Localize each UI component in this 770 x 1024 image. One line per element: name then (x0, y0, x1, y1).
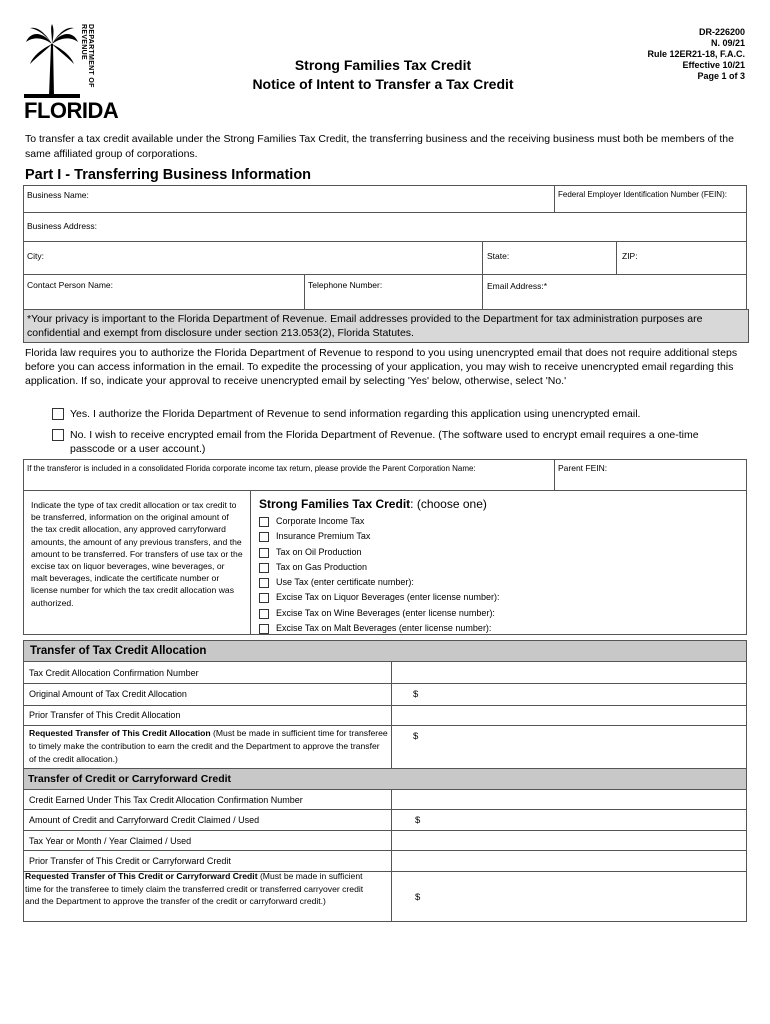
state-label: State: (487, 251, 510, 261)
business-address-label: Business Address: (27, 221, 97, 231)
carry-requested-label (25, 870, 370, 908)
transfer-carry-title: Transfer of Credit or Carryforward Credit (28, 773, 232, 785)
credit-option-checkbox[interactable] (259, 624, 269, 634)
carry-row-label: Credit Earned Under This Tax Credit Allocation Confirmation Number (29, 795, 303, 805)
form-rule: Rule 12ER21-18, F.A.C. (647, 49, 745, 59)
credit-option[interactable] (259, 577, 739, 592)
yes-checkbox[interactable] (52, 408, 64, 420)
florida-dor-logo (24, 24, 119, 123)
credit-option-checkbox[interactable] (259, 517, 269, 527)
form-title (233, 56, 533, 94)
business-name-label: Business Name: (27, 190, 89, 200)
credit-option-label: Tax on Gas Production (276, 561, 368, 572)
business-name-field[interactable] (23, 185, 555, 213)
parent-fein-label: Parent FEIN: (558, 463, 608, 473)
authorize-text: Florida law requires you to authorize the Florida Department of Revenue to respond to you using unencrypted email that does not require additional steps before you can access information in the email. To expedite the processing of your application, you may wish to receive unencrypted email regarding this application. If so, indicate your approval to receive unencrypted email by selecting 'Yes' below, otherwise, select 'No.' (25, 347, 738, 387)
alloc-requested-bold: Requested Transfer of This Credit Allocation (29, 728, 211, 738)
form-effective: Effective 10/21 (682, 60, 745, 70)
credit-option-label: Tax on Oil Production (276, 546, 362, 557)
logo-vertical-text: DEPARTMENT OF REVENUE (80, 24, 94, 88)
alloc-requested-rest: (Must be made in sufficient time for transferee to timely make the contribution to earn the credit and the Department to approve the transfer of the credit allocation.) (29, 728, 388, 764)
form-meta (585, 27, 745, 82)
credit-option-checkbox[interactable] (259, 578, 269, 588)
form-revision: N. 09/21 (710, 38, 745, 48)
alloc-value-field[interactable] (391, 683, 747, 706)
credit-option-label: Corporate Income Tax (276, 516, 365, 526)
no-option-label: No. I wish to receive encrypted email from the Florida Department of Revenue. (The software used to encrypt email requires a one-time passcode or a user account.) (70, 429, 699, 455)
alloc-row-label: Prior Transfer of This Credit Allocation (29, 710, 181, 720)
privacy-notice: *Your privacy is important to the Florida Department of Revenue. Email addresses provided to the Department for tax administration purposes are confidential and exempt from disclosure under section 213.053(2), Florida Statutes. (23, 309, 749, 343)
credit-option-checkbox[interactable] (259, 609, 269, 619)
carry-requested-field[interactable] (391, 871, 747, 922)
transfer-carry-header (23, 768, 747, 790)
allocation-instructions: Indicate the type of tax credit allocation or tax credit to be transferred, information on the original amount of the tax credit allocation, any approved carryforward amounts, the amount of any previous transfers, and the amount to be transferred. For transfers of use tax or the excise tax on liquor beverages, wine beverages, or malt beverages, indicate the certificate number or license number for which the tax credit allocation was authorized. (31, 500, 243, 608)
fein-label: Federal Employer Identification Number (FEIN): (558, 190, 727, 199)
part1-title: Part I - Transferring Business Information (25, 167, 312, 183)
dollar-sign: $ (413, 689, 419, 700)
credit-option[interactable] (259, 608, 739, 623)
credit-option[interactable] (259, 516, 739, 531)
business-address-field[interactable] (23, 212, 747, 242)
carry-value-field[interactable] (391, 809, 747, 831)
alloc-row-label: Tax Credit Allocation Confirmation Number (29, 668, 199, 678)
contact-name-label: Contact Person Name: (27, 280, 113, 290)
yes-option-label: Yes. I authorize the Florida Department of Revenue to send information regarding this application using unencrypted email. (70, 408, 641, 420)
carry-value-field[interactable] (391, 830, 747, 851)
title-line-2: Notice of Intent to Transfer a Tax Credit (252, 76, 514, 92)
city-label: City: (27, 251, 44, 261)
alloc-value-field[interactable] (391, 661, 747, 684)
form-page: Page 1 of 3 (697, 71, 745, 81)
email-label: Email Address:* (487, 281, 547, 291)
palm-tree-icon (24, 24, 80, 98)
credit-option-checkbox[interactable] (259, 548, 269, 558)
dollar-sign: $ (413, 731, 419, 742)
credit-option-label: Insurance Premium Tax (276, 531, 371, 542)
carry-requested-bold: Requested Transfer of This Credit or Carryforward Credit (25, 871, 258, 881)
dollar-sign: $ (415, 815, 421, 826)
credit-option-label: Excise Tax on Liquor Beverages (enter license number): (276, 592, 500, 603)
title-line-1: Strong Families Tax Credit (294, 57, 472, 73)
credit-option[interactable] (259, 547, 739, 562)
carry-row-label: Amount of Credit and Carryforward Credit Claimed / Used (29, 815, 260, 825)
carry-value-field[interactable] (391, 789, 747, 810)
email-field[interactable] (482, 274, 747, 310)
no-checkbox[interactable] (52, 429, 64, 441)
credit-heading (259, 497, 487, 511)
dollar-sign: $ (415, 892, 421, 903)
intro-text: To transfer a tax credit available under the Strong Families Tax Credit, the transferring business and the receiving business must both be members of the same affiliated group of corporations. (25, 133, 734, 160)
credit-option[interactable] (259, 562, 739, 577)
alloc-requested-label (29, 727, 389, 766)
credit-option-label: Use Tax (enter certificate number): (276, 577, 414, 588)
credit-option-label: Excise Tax on Wine Beverages (enter license number): (276, 607, 495, 618)
parent-corp-label: If the transferor is included in a consolidated Florida corporate income tax return, please provide the Parent Corporation Name: (27, 464, 476, 473)
alloc-row-label: Original Amount of Tax Credit Allocation (29, 689, 187, 699)
carry-requested-rest: (Must be made in sufficient time for the transferee to timely claim the transferred credit or transferred carryover credit and the Department to approve the transfer of the credit or carryforward credit.) (25, 871, 364, 907)
logo-text: FLORIDA (24, 98, 119, 123)
form-number: DR-226200 (698, 27, 745, 37)
credit-option[interactable] (259, 623, 739, 638)
credit-option-checkbox[interactable] (259, 563, 269, 573)
credit-option-checkbox[interactable] (259, 532, 269, 542)
transfer-alloc-header (23, 640, 747, 662)
carry-value-field[interactable] (391, 850, 747, 872)
credit-heading-suffix: : (choose one) (410, 497, 487, 511)
alloc-requested-field[interactable] (391, 725, 747, 769)
credit-heading-bold: Strong Families Tax Credit (259, 497, 411, 511)
city-field[interactable] (23, 241, 483, 275)
carry-row-label: Tax Year or Month / Year Claimed / Used (29, 836, 192, 846)
credit-option[interactable] (259, 592, 739, 607)
credit-option-label: Excise Tax on Malt Beverages (enter license number): (276, 623, 492, 634)
transfer-alloc-title: Transfer of Tax Credit Allocation (30, 645, 207, 657)
telephone-label: Telephone Number: (308, 280, 383, 290)
credit-option-checkbox[interactable] (259, 593, 269, 603)
carry-row-label: Prior Transfer of This Credit or Carryforward Credit (29, 856, 231, 866)
credit-option[interactable] (259, 531, 739, 546)
zip-label: ZIP: (622, 251, 638, 261)
alloc-value-field[interactable] (391, 705, 747, 726)
credit-options-list (259, 516, 739, 638)
